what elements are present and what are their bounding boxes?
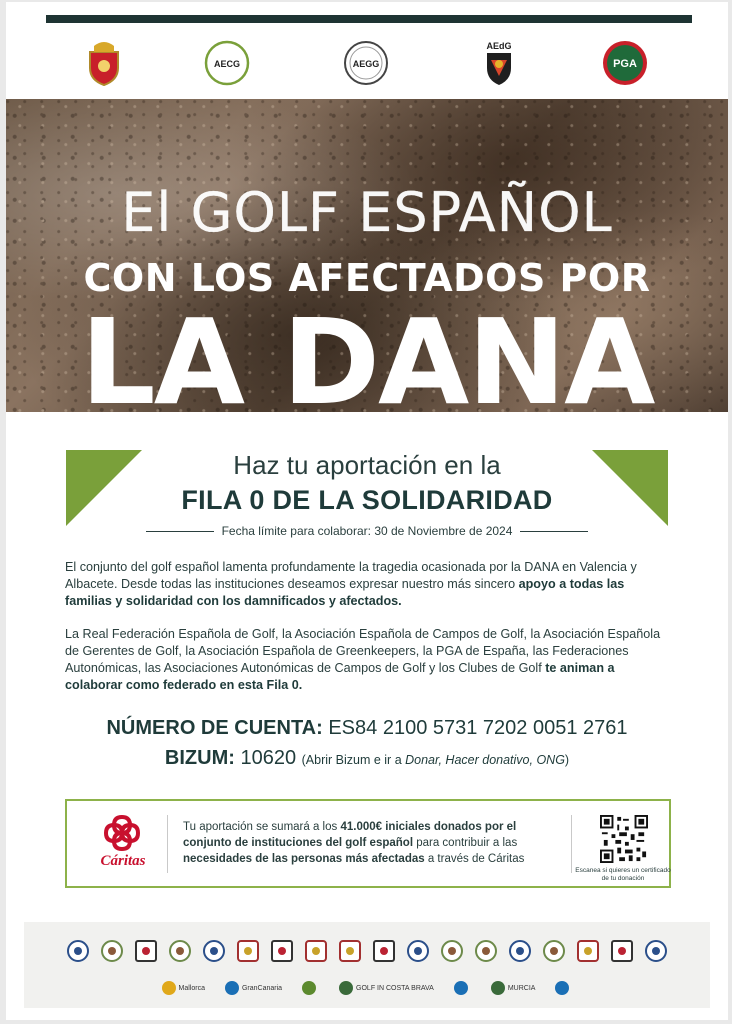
sponsor-costa-brava: GOLF IN COSTA BRAVA	[339, 976, 434, 1000]
sponsor-logo-icon	[237, 940, 259, 962]
institutions-text: La Real Federación Española de Golf, la Asociación Española de Campos de Golf, la Asociación Española de Gerentes de Golf, la Asociación Española de Greenkeepers, la PGA de España, las Federaciones Autonómicas, las Asociaciones Autonómicas de Campos de Golf y los Clubes de Golf	[65, 627, 661, 675]
svg-text:AECG: AECG	[213, 59, 241, 69]
bizum-label: BIZUM:	[164, 747, 235, 769]
qr-code[interactable]	[600, 815, 648, 863]
sponsor-logo-icon	[454, 976, 471, 1000]
pga-logo-icon	[601, 38, 649, 88]
cta-line2: FILA 0 DE LA SOLIDARIDAD	[181, 485, 553, 515]
sponsor-logo-icon	[407, 940, 429, 962]
caritas-box	[65, 799, 671, 888]
hero-banner	[6, 99, 728, 412]
qr-caption: Escanea si quieres un certificado de tu donación	[575, 867, 671, 882]
hero-title-line3: LA DANA	[80, 293, 654, 412]
cta-line1: Haz tu aportación en la	[233, 450, 501, 480]
intro-text: El conjunto del golf español lamenta profundamente la tragedia ocasionada por la DANA en Valencia y Albacete. Desde todas las instituciones deseamos expresar nuestro más sincero	[65, 560, 637, 591]
aecg-logo-icon	[203, 38, 251, 88]
sponsor-row-1	[24, 940, 710, 962]
sponsor-logo-icon	[509, 940, 531, 962]
sponsor-logo-icon	[543, 940, 565, 962]
sponsor-logo-icon	[441, 940, 463, 962]
account-number: ES84 2100 5731 7202 0051 2761	[322, 717, 628, 739]
sponsor-murcia: MURCIA	[491, 976, 536, 1000]
caritas-name: Cáritas	[100, 853, 146, 869]
bizum-code: 10620	[234, 747, 302, 769]
sponsor-logo-icon	[67, 940, 89, 962]
sponsor-logo-icon	[135, 940, 157, 962]
sponsor-grancanaria: GranCanaria	[225, 976, 282, 1000]
bank-account	[6, 717, 728, 740]
sponsor-row-2	[24, 976, 710, 1000]
deadline	[146, 524, 588, 538]
sponsor-logo-icon	[305, 940, 327, 962]
intro-paragraph	[65, 559, 671, 610]
rfeg-crest-icon	[80, 38, 128, 88]
sponsor-logo-icon	[271, 940, 293, 962]
aegg-logo-icon	[342, 38, 390, 88]
sponsor-logo-icon	[302, 976, 319, 1000]
hero-title-line1: El GOLF ESPAÑOL	[121, 181, 613, 244]
deadline-text: Fecha límite para colaborar: 30 de Noviembre de 2024	[221, 524, 513, 538]
sponsor-logo-icon	[339, 940, 361, 962]
sponsor-logo-icon	[101, 940, 123, 962]
institutions-paragraph	[65, 626, 671, 694]
sponsor-logo-icon	[475, 940, 497, 962]
sponsor-mallorca: Mallorca	[162, 976, 205, 1000]
divider	[571, 815, 572, 873]
institutions-text-bold: te animan a colaborar como federado en esta Fila 0.	[65, 661, 615, 692]
svg-text:AEGG: AEGG	[352, 59, 380, 69]
institution-logos	[6, 32, 728, 98]
bizum-info	[6, 747, 728, 770]
caritas-text: Tu aportación se sumará a los 41.000€ iniciales donados por el conjunto de instituciones del golf español para contribuir a las necesidades de las personas más afectadas a través de Cáritas	[183, 821, 525, 865]
divider	[167, 815, 168, 873]
bizum-note: (Abrir Bizum e ir a Donar, Hacer donativo, ONG)	[301, 753, 570, 767]
account-label: NÚMERO DE CUENTA:	[106, 717, 323, 739]
poster-page	[6, 2, 728, 1020]
sponsor-logo-icon	[169, 940, 191, 962]
top-bar	[46, 15, 692, 23]
divider	[520, 531, 588, 532]
aedg-logo-icon	[475, 38, 523, 88]
sponsor-logo-icon	[555, 976, 572, 1000]
sponsor-logo-icon	[373, 940, 395, 962]
svg-text:AEdG: AEdG	[486, 41, 512, 51]
sponsor-logo-icon	[577, 940, 599, 962]
svg-text:PGA: PGA	[613, 58, 637, 70]
sponsor-logo-icon	[611, 940, 633, 962]
hero-title-line2: CON LOS AFECTADOS POR	[83, 256, 651, 300]
sponsor-logo-icon	[203, 940, 225, 962]
sponsor-logos	[24, 922, 710, 1008]
divider	[146, 531, 214, 532]
intro-text-bold: apoyo a todas las familias y solidaridad con los damnificados y afectados.	[65, 577, 625, 608]
sponsor-logo-icon	[645, 940, 667, 962]
